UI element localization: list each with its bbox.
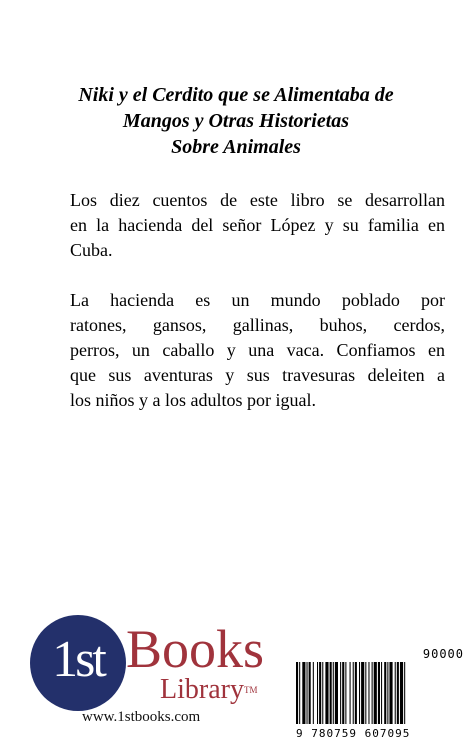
barcode-bars bbox=[296, 662, 464, 724]
paragraph-line: que sus aventuras y sus travesuras deleiten a bbox=[70, 365, 445, 385]
barcode-bar bbox=[368, 662, 369, 724]
isbn-barcode bbox=[296, 648, 464, 740]
paragraph-line: Los diez cuentos de este libro se desarrollan bbox=[70, 190, 445, 210]
barcode-bar bbox=[333, 662, 334, 724]
paragraph-line: ratones, gansos, gallinas, buhos, cerdos, bbox=[70, 315, 445, 335]
logo-word: Books bbox=[126, 619, 265, 679]
barcode-bar bbox=[387, 662, 388, 724]
barcode-bar bbox=[345, 662, 346, 724]
barcode-bar bbox=[330, 662, 332, 724]
trademark-mark: TM bbox=[243, 685, 258, 695]
paragraph-line: perros, un caballo y una vaca. Confiamos en bbox=[70, 340, 445, 360]
barcode-bar bbox=[400, 662, 403, 724]
paragraph-line: Cuba. bbox=[70, 240, 113, 260]
barcode-bar bbox=[340, 662, 341, 724]
barcode-bar bbox=[384, 662, 386, 724]
barcode-bar bbox=[361, 662, 364, 724]
barcode-bar bbox=[296, 662, 298, 724]
barcode-bar bbox=[353, 662, 354, 724]
barcode-bar bbox=[359, 662, 360, 724]
barcode-bar bbox=[365, 662, 366, 724]
barcode-bar bbox=[319, 662, 321, 724]
isbn-digits: 9 780759 607095 bbox=[296, 727, 411, 740]
logo-circle bbox=[30, 615, 126, 711]
price-code: 90000 bbox=[422, 647, 464, 661]
barcode-bar bbox=[325, 662, 328, 724]
logo-sub-text: Library bbox=[160, 674, 244, 705]
paragraph-line: los niños y a los adultos por igual. bbox=[70, 390, 316, 410]
barcode-bar bbox=[309, 662, 311, 724]
barcode-bar bbox=[381, 662, 382, 724]
barcode-bar bbox=[322, 662, 323, 724]
barcode-bar bbox=[372, 662, 373, 724]
logo-number: 1st bbox=[52, 631, 104, 688]
barcode-bar bbox=[350, 662, 351, 724]
publisher-website: www.1stbooks.com bbox=[82, 709, 201, 725]
barcode-bar bbox=[389, 662, 392, 724]
barcode-bar bbox=[404, 662, 405, 724]
book-title bbox=[40, 82, 432, 160]
paragraph-line: La hacienda es un mundo poblado por bbox=[70, 290, 445, 310]
barcode-bar bbox=[397, 662, 399, 724]
barcode-bar bbox=[395, 662, 396, 724]
paragraph-line: en la hacienda del señor López y su familia en bbox=[70, 215, 445, 235]
barcode-bar bbox=[307, 662, 308, 724]
title-line: Niki y el Cerdito que se Alimentaba de bbox=[78, 84, 394, 106]
barcode-bar bbox=[302, 662, 305, 724]
title-line: Mangos y Otras Historietas bbox=[122, 110, 350, 132]
barcode-bar bbox=[378, 662, 380, 724]
description-paragraph-1 bbox=[70, 188, 445, 263]
title-line: Sobre Animales bbox=[171, 136, 301, 158]
barcode-bar bbox=[313, 662, 314, 724]
barcode-bar bbox=[374, 662, 377, 724]
barcode-bar bbox=[335, 662, 338, 724]
barcode-bar bbox=[317, 662, 318, 724]
logo-sub bbox=[160, 675, 257, 705]
barcode-bar bbox=[299, 662, 300, 724]
barcode-bar bbox=[355, 662, 357, 724]
barcode-bar bbox=[342, 662, 344, 724]
description-paragraph-2 bbox=[70, 288, 445, 413]
